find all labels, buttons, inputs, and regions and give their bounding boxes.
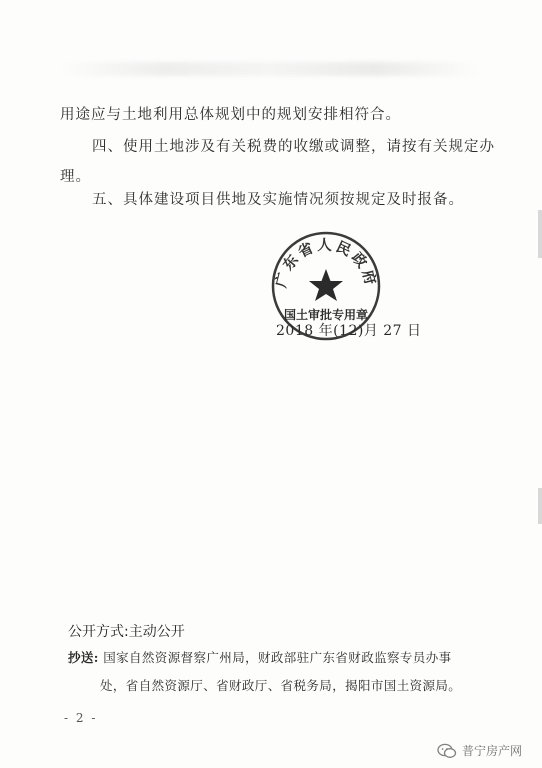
wechat-icon [437,743,457,759]
seal-star-icon [309,269,343,301]
scan-edge-mark [538,488,542,524]
watermark-text: 普宁房产网 [461,744,522,758]
watermark [437,742,522,759]
scan-streak [60,62,480,76]
disclosure-method: 公开方式:主动公开 [68,624,185,640]
body-line-3: 理。 [60,169,91,185]
body-line-4: 五、具体建设项目供地及实施情况须按规定及时报备。 [92,192,464,208]
seal-ring-text: 广东省人民政府 [272,237,380,290]
scan-edge-mark [538,210,542,258]
body-line-1: 用途应与土地利用总体规划中的规划安排相符合。 [60,107,401,123]
issue-date: 2018 年(12)月 27 日 [276,323,422,339]
cc-line-2: 处，省自然资源厅、省财政厅、省税务局，揭阳市国土资源局。 [100,678,462,693]
body-line-2: 四、使用土地涉及有关税费的收缴或调整，请按有关规定办 [92,139,495,155]
page-number: - 2 - [64,711,98,725]
cc-line-1 [68,648,452,666]
cc-label: 抄送: [68,650,99,665]
cc-text-1: 国家自然资源督察广州局，财政部驻广东省财政监察专员办事 [103,650,452,665]
seal-inner-text: 国土审批专用章 [283,308,369,322]
